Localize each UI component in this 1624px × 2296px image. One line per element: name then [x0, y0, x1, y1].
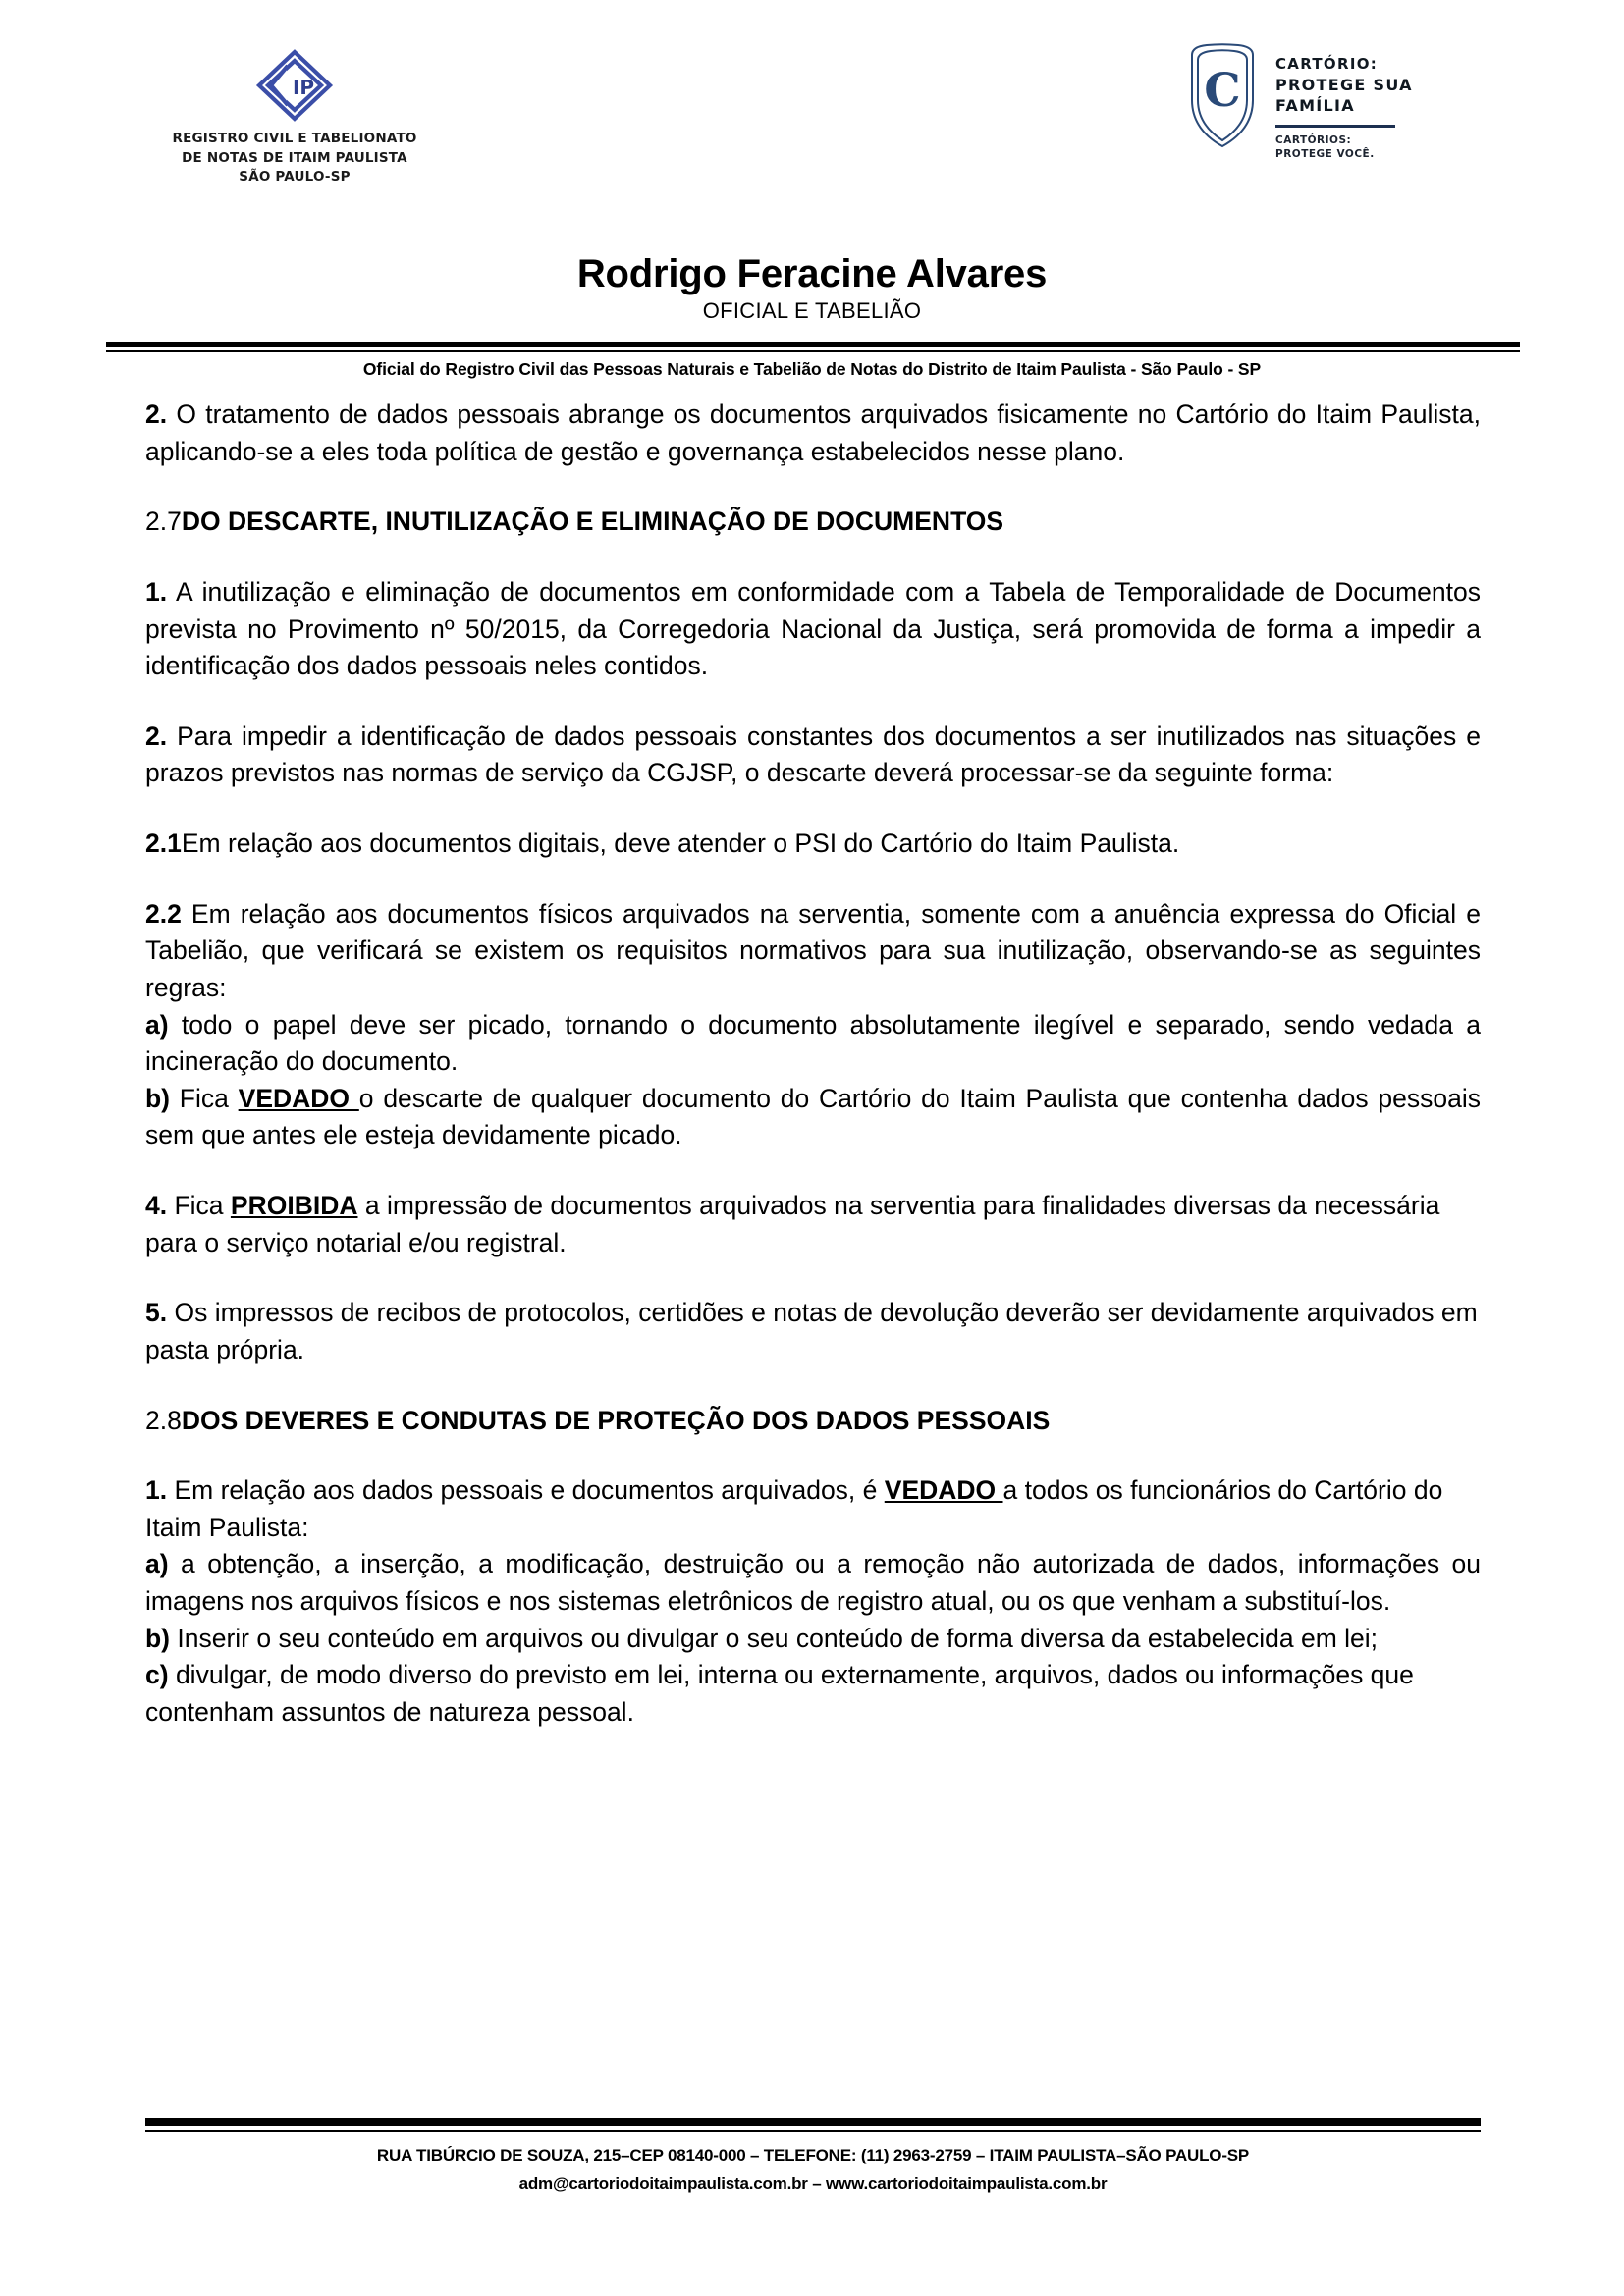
paragraph-2-8-1-c — [145, 1657, 1481, 1731]
paragraph-2-7-1 — [145, 574, 1481, 685]
paragraph-number: 2. — [145, 721, 168, 751]
svg-text:IP: IP — [292, 76, 315, 99]
paragraph-2-7-5 — [145, 1295, 1481, 1368]
registry-logo-text — [147, 130, 442, 187]
document-body — [145, 397, 1481, 1732]
registry-logo-line-2: DE NOTAS DE ITAIM PAULISTA — [182, 149, 407, 166]
paragraph-text: a obtenção, a inserção, a modificação, destruição ou a remoção não autorizada de dados, informações ou imagens nos arquivos físicos e nos sistemas eletrônicos de registro atual, ou os que venham a substituí-los. — [145, 1549, 1481, 1616]
paragraph-number: 1. — [145, 1475, 168, 1506]
page-footer — [145, 2118, 1481, 2194]
footer-divider — [145, 2118, 1481, 2132]
section-heading-2-7 — [145, 504, 1481, 541]
paragraph-2-7-2-2 — [145, 896, 1481, 1007]
badge-tagline-1: CARTÓRIOS: — [1275, 134, 1352, 147]
letterhead — [0, 0, 1624, 379]
paragraph-text-pre: Fica — [170, 1083, 239, 1113]
paragraph-intro-2 — [145, 397, 1481, 470]
header-divider — [106, 342, 1520, 352]
registry-logo — [147, 47, 442, 187]
page-subtitle: OFICIAL E TABELIÃO — [702, 298, 922, 323]
list-marker: c) — [145, 1660, 169, 1690]
paragraph-text-pre: Fica — [167, 1191, 231, 1220]
paragraph-number: 4. — [145, 1191, 168, 1220]
paragraph-number: 1. — [145, 576, 168, 607]
paragraph-text: A inutilização e eliminação de documentos em conformidade com a Tabela de Temporalidade de Documentos prevista no Provimento nº 50/2015, da Corregedoria Nacional da Justiça, será promovida de forma a impedir a identificação dos dados pessoais neles contidos. — [145, 576, 1481, 681]
paragraph-number: 5. — [145, 1298, 168, 1328]
registry-logo-line-1: REGISTRO CIVIL E TABELIONATO — [172, 131, 417, 146]
paragraph-text-pre: Em relação aos dados pessoais e documentos arquivados, é — [167, 1475, 885, 1506]
paragraph-text-post: o descarte de qualquer documento do Cartório do Itaim Paulista que contenha dados pessoais sem que antes ele esteja devidamente picado. — [145, 1083, 1481, 1150]
registry-logo-line-3: SÃO PAULO-SP — [239, 169, 351, 186]
paragraph-text-post: a impressão de documentos arquivados na serventia para finalidades diversas da necessária para o serviço notarial e/ou registral. — [145, 1191, 1440, 1257]
paragraph-2-7-2 — [145, 719, 1481, 792]
svg-text:C: C — [1204, 64, 1241, 118]
paragraph-number: 2.1 — [145, 828, 182, 858]
badge-divider — [1275, 125, 1395, 128]
badge-tagline-2: PROTEGE VOCÊ. — [1275, 147, 1375, 160]
paragraph-2-7-2-2-a — [145, 1007, 1481, 1081]
footer-contact: adm@cartoriodoitaimpaulista.com.br – www.cartoriodoitaimpaulista.com.br — [518, 2174, 1108, 2193]
section-title: DO DESCARTE, INUTILIZAÇÃO E ELIMINAÇÃO DE DOCUMENTOS — [181, 507, 1004, 537]
section-heading-2-8 — [145, 1403, 1481, 1440]
paragraph-number: 2. — [145, 400, 168, 429]
paragraph-2-7-4 — [145, 1188, 1481, 1261]
badge-line-3: FAMÍLIA — [1275, 95, 1355, 115]
cartorio-badge-text — [1275, 39, 1413, 161]
paragraph-text: Inserir o seu conteúdo em arquivos ou divulgar o seu conteúdo de forma diversa da estabelecida em lei; — [170, 1623, 1379, 1653]
badge-line-2: PROTEGE SUA — [1275, 75, 1413, 94]
paragraph-2-8-1 — [145, 1472, 1481, 1546]
paragraph-2-7-2-2-b — [145, 1081, 1481, 1154]
cartorio-badge — [1183, 39, 1413, 161]
paragraph-number: 2.2 — [145, 898, 182, 929]
letterhead-title-block — [0, 253, 1624, 324]
list-marker: a) — [145, 1549, 169, 1579]
list-marker: b) — [145, 1083, 171, 1113]
section-number: 2.7 — [145, 507, 182, 537]
paragraph-text: Os impressos de recibos de protocolos, certidões e notas de devolução deverão ser devidamente arquivados em pasta própria. — [145, 1298, 1478, 1364]
section-title: DOS DEVERES E CONDUTAS DE PROTEÇÃO DOS DADOS PESSOAIS — [181, 1405, 1051, 1435]
paragraph-2-8-1-b — [145, 1621, 1481, 1658]
page-title: Rodrigo Feracine Alvares — [576, 252, 1048, 295]
paragraph-text-post: a todos os funcionários do Cartório do Itaim Paulista: — [145, 1475, 1443, 1542]
emphasis-vedado: VEDADO — [884, 1475, 1003, 1506]
diamond-ip-monogram-icon — [147, 47, 442, 124]
paragraph-text: Para impedir a identificação de dados pessoais constantes dos documentos a ser inutilizados nas situações e prazos previstos nas normas de serviço da CGJSP, o descarte deverá processar-se da seguinte forma: — [145, 721, 1481, 788]
badge-line-1: CARTÓRIO: — [1275, 55, 1379, 73]
paragraph-2-8-1-a — [145, 1546, 1481, 1620]
emphasis-vedado: VEDADO — [238, 1083, 359, 1113]
paragraph-text: Em relação aos documentos físicos arquivados na serventia, somente com a anuência expressa do Oficial e Tabelião, que verificará se existem os requisitos normativos para sua inutilização, observando-se as seguintes regras: — [145, 898, 1481, 1002]
footer-address: RUA TIBÚRCIO DE SOUZA, 215–CEP 08140-000 – TELEFONE: (11) 2963-2759 – ITAIM PAULISTA–SÃO PAULO-SP — [376, 2146, 1250, 2164]
emphasis-proibida: PROIBIDA — [230, 1191, 358, 1220]
paragraph-2-7-2-1 — [145, 826, 1481, 863]
section-number: 2.8 — [145, 1405, 182, 1435]
paragraph-text: todo o papel deve ser picado, tornando o documento absolutamente ilegível e separado, sendo vedada a incineração do documento. — [145, 1009, 1481, 1077]
paragraph-text: Em relação aos documentos digitais, deve atender o PSI do Cartório do Itaim Paulista. — [181, 828, 1180, 858]
list-marker: b) — [145, 1623, 171, 1653]
list-marker: a) — [145, 1009, 169, 1040]
office-description: Oficial do Registro Civil das Pessoas Naturais e Tabelião de Notas do Distrito de Itaim Paulista - São Paulo - SP — [362, 359, 1262, 379]
paragraph-text: divulgar, de modo diverso do previsto em lei, interna ou externamente, arquivos, dados ou informações que contenham assuntos de natureza pessoal. — [145, 1660, 1414, 1727]
paragraph-text: O tratamento de dados pessoais abrange os documentos arquivados fisicamente no Cartório do Itaim Paulista, aplicando-se a eles toda política de gestão e governança estabelecidos nesse plano. — [145, 400, 1481, 466]
shield-c-icon — [1183, 39, 1262, 152]
